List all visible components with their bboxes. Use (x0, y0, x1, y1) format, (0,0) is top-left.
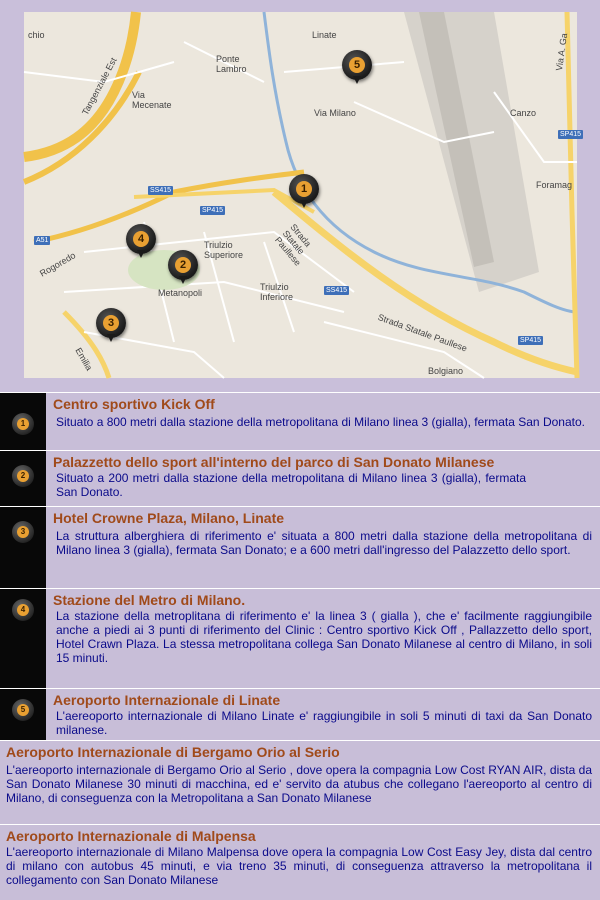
location-row-5 (0, 688, 600, 740)
row-sidebar (0, 451, 46, 506)
location-description: Situato a 800 metri dalla stazione della metropolitana di Milano linea 3 (gialla), fermata San Donato. (56, 415, 585, 429)
road-sign-a51: A51 (36, 237, 49, 244)
map-label-tangenziale: Tangenziale Est (80, 55, 119, 117)
road-sign-sp415-c: SP415 (560, 131, 582, 138)
road-sign-sp415: SP415 (202, 207, 224, 214)
location-row-1 (0, 392, 600, 450)
map-label-emilia: Emilia (73, 346, 95, 373)
map-label-metanopoli: Metanopoli (158, 288, 203, 298)
location-title: Palazzetto dello sport all'interno del parco di San Donato Milanese (53, 454, 495, 470)
row-sidebar (0, 507, 46, 588)
location-title: Stazione del Metro di Milano. (53, 592, 246, 608)
road-sign-sp415-b: SP415 (520, 337, 542, 344)
map-label-strada-statale-paullese: Strada Statale Paullese (376, 312, 469, 354)
airport-title: Aeroporto Internazionale di Malpensa (6, 828, 256, 844)
map-marker-number: 4 (133, 231, 149, 247)
map-marker-4[interactable] (126, 224, 156, 258)
location-description: La stazione della metroplitana di riferimento e' la linea 3 ( gialla ), che e' facilmente raggiungibile anche a piedi ai 3 punti di riferimento del Clinic : Centro sportivo Kick Off , Pallazzetto dello sport, Hotel Crawn Plaza. La stessa metropolitana collega San Donato Milanese al centro di Milano, in soli 15 minuti. (56, 609, 592, 665)
location-title: Centro sportivo Kick Off (53, 396, 215, 412)
location-description: Situato a 200 metri dalla stazione della metropolitana di Milano linea 3 (gialla), fermata San Donato. (56, 471, 526, 499)
airport-description: L'aereoporto internazionale di Milano Malpensa dove opera la compagnia Low Cost Easy Jey, dista dal centro di milano con autobus 45 minuti, e via treno 35 minuti, di conseguenza attraverso la metropolitana il collegamento con San Donato Milanese (6, 845, 592, 887)
location-description: L'aereoporto internazionale di Milano Linate e' raggiungibile in soli 5 minuti di taxi da San Donato milanese. (56, 709, 592, 737)
number-badge-icon: 1 (12, 413, 34, 435)
map-label-via-a-ga: Via A. Ga (554, 32, 570, 72)
location-title: Aeroporto Internazionale di Linate (53, 692, 281, 708)
map-label-chio: chio (28, 30, 45, 40)
map-label-linate: Linate (312, 30, 337, 40)
map-label-via-milano: Via Milano (314, 108, 356, 118)
map-label-triulzio-inferiore: Triulzio Inferiore (260, 282, 294, 302)
airport-row-malpensa (0, 824, 600, 900)
number-badge-icon: 3 (12, 521, 34, 543)
location-row-3 (0, 506, 600, 588)
map-marker-number: 2 (175, 257, 191, 273)
map-label-foramag: Foramag (536, 180, 573, 190)
row-sidebar (0, 689, 46, 740)
map-label-strada-paullese: Strada Statale Paullese (273, 222, 314, 268)
road-sign-ss415: SS415 (150, 187, 172, 194)
location-description: La struttura alberghiera di riferimento e' situata a 800 metri dalla stazione della metropolitana di Milano linea 3 (gialla), fermata San Donato; e a 600 metri dall'ingresso del Palazzetto dello sport. (56, 529, 592, 557)
airport-row-bergamo (0, 740, 600, 824)
number-badge-icon: 5 (12, 699, 34, 721)
map-label-bolgiano: Bolgiano (428, 366, 464, 376)
number-badge-icon: 4 (12, 599, 34, 621)
row-sidebar (0, 589, 46, 688)
location-row-2 (0, 450, 600, 506)
location-row-4 (0, 588, 600, 688)
map-marker-3[interactable] (96, 308, 126, 342)
row-sidebar (0, 393, 46, 450)
map-label-rogoredo: Rogoredo (38, 250, 78, 279)
map-label-canzo: Canzo (510, 108, 537, 118)
location-title: Hotel Crowne Plaza, Milano, Linate (53, 510, 285, 526)
number-badge-icon: 2 (12, 465, 34, 487)
airport-title: Aeroporto Internazionale di Bergamo Orio al Serio (6, 744, 340, 760)
map-label-ponte-lambro: Ponte Lambro (216, 54, 247, 74)
location-map[interactable] (24, 12, 582, 378)
map-marker-5[interactable] (342, 50, 372, 84)
road-sign-ss415-b: SS415 (326, 287, 348, 294)
map-label-via-mecenate: Via Mecenate (132, 90, 172, 110)
map-marker-number: 3 (103, 315, 119, 331)
airport-description: L'aereoporto internazionale di Bergamo Orio al Serio , dove opera la compagnia Low Cost RYAN AIR, dista da San Donato Milanese 30 minuti di macchina, ed e' servito da atubus che collegano l'aereoporto al centro di Milano, di conseguenza con la Metropolitana a San Donato Milanese (6, 763, 592, 805)
map-marker-1[interactable] (289, 174, 319, 208)
map-marker-number: 1 (296, 181, 312, 197)
map-label-triulzio-superiore: Triulzio Superiore (204, 240, 244, 260)
map-frame (0, 0, 600, 392)
map-marker-2[interactable] (168, 250, 198, 284)
map-marker-number: 5 (349, 57, 365, 73)
